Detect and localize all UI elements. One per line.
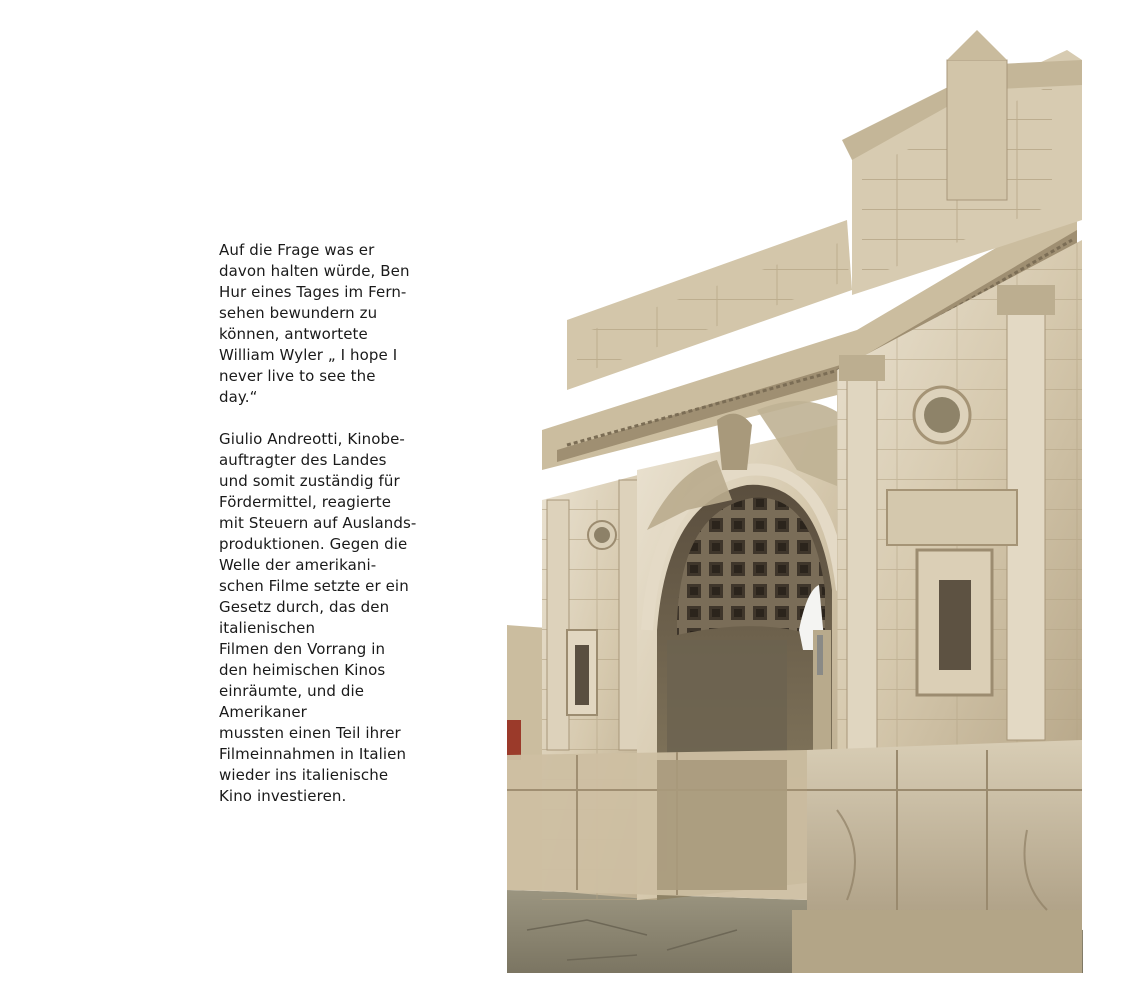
text-line: mit Steuern auf Auslands-: [219, 514, 417, 532]
text-line: never live to see the: [219, 367, 376, 385]
text-line: William Wyler „ I hope I: [219, 346, 398, 364]
text-line: Kino investieren.: [219, 787, 347, 805]
text-line: Hur eines Tages im Fern-: [219, 283, 407, 301]
article-text: [219, 240, 419, 807]
text-line: Gesetz durch, das den: [219, 598, 390, 616]
text-line: italienischen: [219, 619, 316, 637]
text-line: Auf die Frage was er: [219, 241, 375, 259]
text-line: den heimischen Kinos: [219, 661, 386, 679]
text-line: davon halten würde, Ben: [219, 262, 410, 280]
text-line: einräumte, und die: [219, 682, 365, 700]
text-line: produktionen. Gegen die: [219, 535, 408, 553]
paragraph-gap: [219, 408, 419, 429]
text-line: auftragter des Landes: [219, 451, 387, 469]
text-line: Amerikaner: [219, 703, 307, 721]
text-line: Filmeinnahmen in Italien: [219, 745, 407, 763]
text-line: Welle der amerikani-: [219, 556, 377, 574]
column-right-inner: [847, 370, 877, 750]
text-line: schen Filme setzte er ein: [219, 577, 409, 595]
text-line: wieder ins italienische: [219, 766, 389, 784]
text-line: und somit zuständig für: [219, 472, 400, 490]
text-line: sehen bewundern zu: [219, 304, 378, 322]
text-line: mussten einen Teil ihrer: [219, 724, 401, 742]
text-line: Fördermittel, reagierte: [219, 493, 392, 511]
triumphal-arch-photo: [507, 30, 1083, 973]
text-line: day.“: [219, 388, 258, 406]
text-line: können, antwortete: [219, 325, 368, 343]
paragraph-2: [219, 429, 419, 807]
text-line: Giulio Andreotti, Kinobe-: [219, 430, 405, 448]
paragraph-1: [219, 240, 419, 408]
text-line: Filmen den Vorrang in: [219, 640, 386, 658]
